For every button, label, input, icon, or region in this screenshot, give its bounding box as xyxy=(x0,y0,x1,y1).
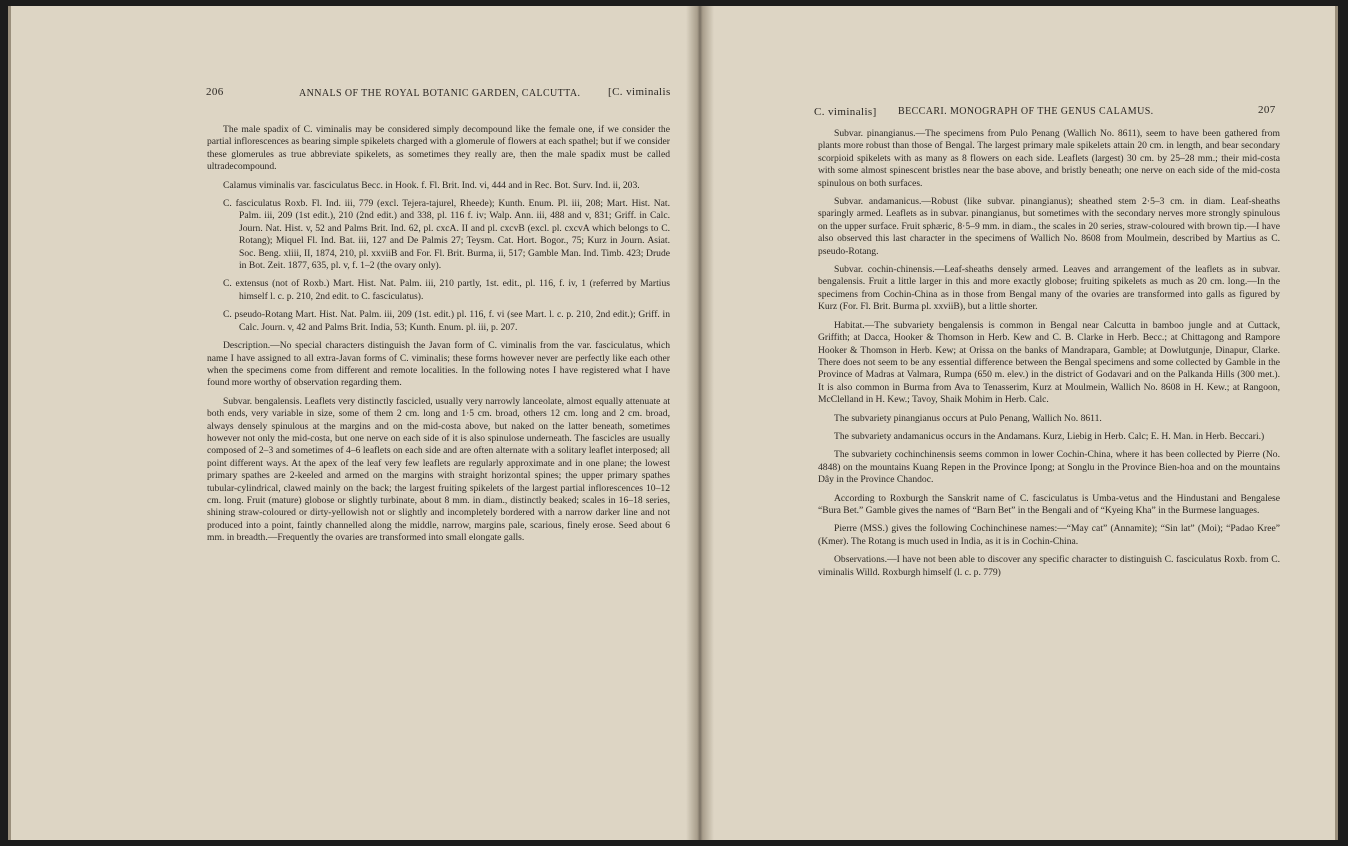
paragraph: According to Roxburgh the Sanskrit name of C. fasciculatus is Umba-vetus and the Hindustani and Bengalese “Bura Bet.” Gamble gives the names of “Barn Bet” in the Bengali and of “Kyeing Kha” in the Burmese languages. xyxy=(818,492,1280,516)
right-page-number: 207 xyxy=(1258,104,1276,116)
paragraph: Subvar. cochin-chinensis.—Leaf-sheaths densely armed. Leaves and arrangement of the leaflets as in subvar. bengalensis. Fruit a little larger in this and more exactly globose; fruiting spikelets as much as 20 cm. long.—In the specimens from Cochin-China as in those from Bengal many of the ovaries are transformed into galls as figured by Kurz (For. Fl. Brit. Burma pl. xxviiB), but a little shorter. xyxy=(818,264,1280,313)
paragraph: The male spadix of C. viminalis may be considered simply decompound like the female one, if we consider the partial inflorescences as bearing simple spikelets charged with a glomerule of flowers at each spathel; but if we consider these glomerules as true abbreviate spikelets, as sometimes they really are, then the male spadix must be called ultradecompound. xyxy=(207,124,670,173)
paragraph: Pierre (MSS.) gives the following Cochinchinese names:—“May cat” (Annamite); “Sin lat” (Moi); “Padao Kree” (Kmer). The Rotang is much used in India, as it is in Cochin-China. xyxy=(818,523,1280,547)
synonym-entry: C. extensus (not of Roxb.) Mart. Hist. Nat. Palm. iii, 210 partly, 1st. edit., pl. 116, f. iv, 1 (referred by Martius himself l. c. p. 210, 2nd edit. to C. fasciculatus). xyxy=(223,278,670,302)
left-page-number: 206 xyxy=(206,86,224,98)
paragraph: Subvar. andamanicus.—Robust (like subvar. pinangianus); sheathed stem 2·5–3 cm. in diam. Leaf-sheaths sparingly armed. Leaflets as in subvar. pinangianus, but sometimes with the secondary nerves more strongly spinulous on the upper surface. Fruit sphæric, 8·5–9 mm. in diam., the scales in 20 series, straw-coloured with brown tip.—I have also observed this last character in the specimens of Wallich No. 8608 from Moulmein, described by Martius as C. pseudo-Rotang. xyxy=(818,196,1280,257)
left-page-edge xyxy=(8,6,11,840)
right-page xyxy=(698,6,1338,840)
right-text-column xyxy=(818,128,1280,579)
paragraph: Description.—No special characters distinguish the Javan form of C. viminalis from the var. fasciculatus, which name I have assigned to all extra-Javan forms of C. viminalis; these forms however never are perfectly like each other when the specimens come from different and remote localities. In the following notes I have registered what I have found more worthy of observation regarding them. xyxy=(207,340,670,389)
synonym-entry: Calamus viminalis var. fasciculatus Becc. in Hook. f. Fl. Brit. Ind. vi, 444 and in Rec. Bot. Surv. Ind. ii, 203. xyxy=(223,179,640,191)
right-page-edge xyxy=(1335,6,1338,840)
book-gutter xyxy=(686,6,714,840)
left-species-tag: [C. viminalis xyxy=(608,86,671,98)
left-running-head: ANNALS OF THE ROYAL BOTANIC GARDEN, CALCUTTA. xyxy=(299,88,581,99)
paragraph: Habitat.—The subvariety bengalensis is common in Bengal near Calcutta in bamboo jungle and at Cuttack, Griffith; at Dacca, Hooker & Thomson in Herb. Kew and C. B. Clarke in Herb. Becc.; at Chittagong and Rampore Hooker & Thomson in Herb. Kew; at Orissa on the banks of Mandrapara, Gamble; at Dowlutgunje, Dinapur, Clarke. There does not seem to be any essential difference between the Bengal specimens and some collected by Gamble in the Province of Madras at Valmara, Rumpa (650 m. elev.) in the district of Godavari and on the Palkanda Hills (300 met.). It is also common in Burma from Ava to Tenasserim, Kurz at Moulmein, Wallich No. 8608 in H. Kew.; at Rangoon, McClelland in H. Kew.; Tavoy, Shaik Mohim in Herb. Calc. xyxy=(818,319,1280,406)
paragraph: The subvariety cochinchinensis seems common in lower Cochin-China, where it has been collected by Pierre (No. 4848) on the mountains Kuang Repen in the Province Ipong; at Songlu in the Province Bien-hoa and on the mountains Dây in the Province Chandoc. xyxy=(818,449,1280,486)
paragraph: The subvariety andamanicus occurs in the Andamans. Kurz, Liebig in Herb. Calc; E. H. Man. in Herb. Beccari.) xyxy=(834,430,1265,442)
left-page xyxy=(8,6,698,840)
paragraph: Observations.—I have not been able to discover any specific character to distinguish C. fasciculatus Roxb. from C. viminalis Willd. Roxburgh himself (l. c. p. 779) xyxy=(818,554,1280,578)
left-text-column xyxy=(207,106,670,545)
right-running-head: BECCARI. MONOGRAPH OF THE GENUS CALAMUS. xyxy=(898,106,1154,117)
synonym-entry: C. pseudo-Rotang Mart. Hist. Nat. Palm. iii, 209 (1st. edit.) pl. 116, f. vi (see Mart. l. c. p. 210, 2nd edit.); Griff. in Calc. Journ. v, 42 and Palms Brit. India, 53; Kunth. Enum. pl. iii, p. 207. xyxy=(223,309,670,333)
paragraph: Subvar. bengalensis. Leaflets very distinctly fascicled, usually very narrowly lanceolate, almost equally attenuate at both ends, very variable in size, some of them 2 cm. long and 1·5 cm. broad, others 12 cm. long and 2 cm. broad, always densely spinulous at the margins and on the mid-costa above, but naked on the latter beneath, sometimes however not only the mid-costa, but one nerve on each side of it is also spinulose underneath. The fascicles are usually composed of 2–3 and sometimes of 4–6 leaflets on each side and are often alternate with a solitary leaflet interposed; all point different ways. At the apex of the leaf very few leaflets are regularly approximate and in one plane; the lowest primary spathes are 2-keeled and armed on the margins with straight horizontal spines; the upper primary spathes tubular-cylindrical, clawed mainly on the back; the largest fruiting spikelets of the largest partial inflorescences 10–12 cm. long. Fruit (mature) globose or slightly turbinate, about 8 mm. in diam., distinctly beaked; scales in 16–18 series, shining straw-coloured or dirty-yellowish not or slightly and incompletely bordered with a narrow darker line and not produced into a point, faintly channelled along the middle, narrow, margins pale, scarious, finely erose. Seed about 6 mm. in breadth.—Frequently the ovaries are transformed into small elongate galls. xyxy=(207,395,670,544)
paragraph: The subvariety pinangianus occurs at Pulo Penang, Wallich No. 8611. xyxy=(834,412,1102,424)
paragraph: Subvar. pinangianus.—The specimens from Pulo Penang (Wallich No. 8611), seem to have been gathered from plants more robust than those of Bengal. The largest primary male spikelets attain 20 cm. in length, and bear secondary scorpioid spikelets with as many as 8 flowers on each side. Leaflets (largest) 30 cm. by 25–28 mm.; their mid-costa with some almost spinescent bristles near the base above, and bristly beneath; one nerve on each side of the mid-costa spinulous on both surfaces. xyxy=(818,128,1280,189)
right-species-tag: C. viminalis] xyxy=(814,106,877,118)
synonym-entry: C. fasciculatus Roxb. Fl. Ind. iii, 779 (excl. Tejera-tajurel, Rheede); Kunth. Enum. Pl. iii, 208; Mart. Hist. Nat. Palm. iii, 209 (1st edit.), 210 (2nd edit.) and 338, pl. 116 f. iv; Walp. Ann. iii, 488 and v, 831; Griff. in Calc. Journ. Nat. Hist. v, 52 and Palms Brit. Ind. 62, pl. cxcA. II and pl. cxcvB (excl. pl. cxcvA which belongs to C. Rotang); Miquel Fl. Ind. Bat. iii, 127 and De Palmis 27; Teysm. Cat. Hort. Bogor., 75; Kurz in Journ. Asiat. Soc. Beng. xliii, II, 1874, 210, pl. xxviiB and For. Fl. Brit. Burma, ii, 517; Gamble Man. Ind. Timb. 423; Drude in Bot. Zeit. 1877, 635, pl. v, f. 1–2 (the ovary only). xyxy=(223,198,670,272)
